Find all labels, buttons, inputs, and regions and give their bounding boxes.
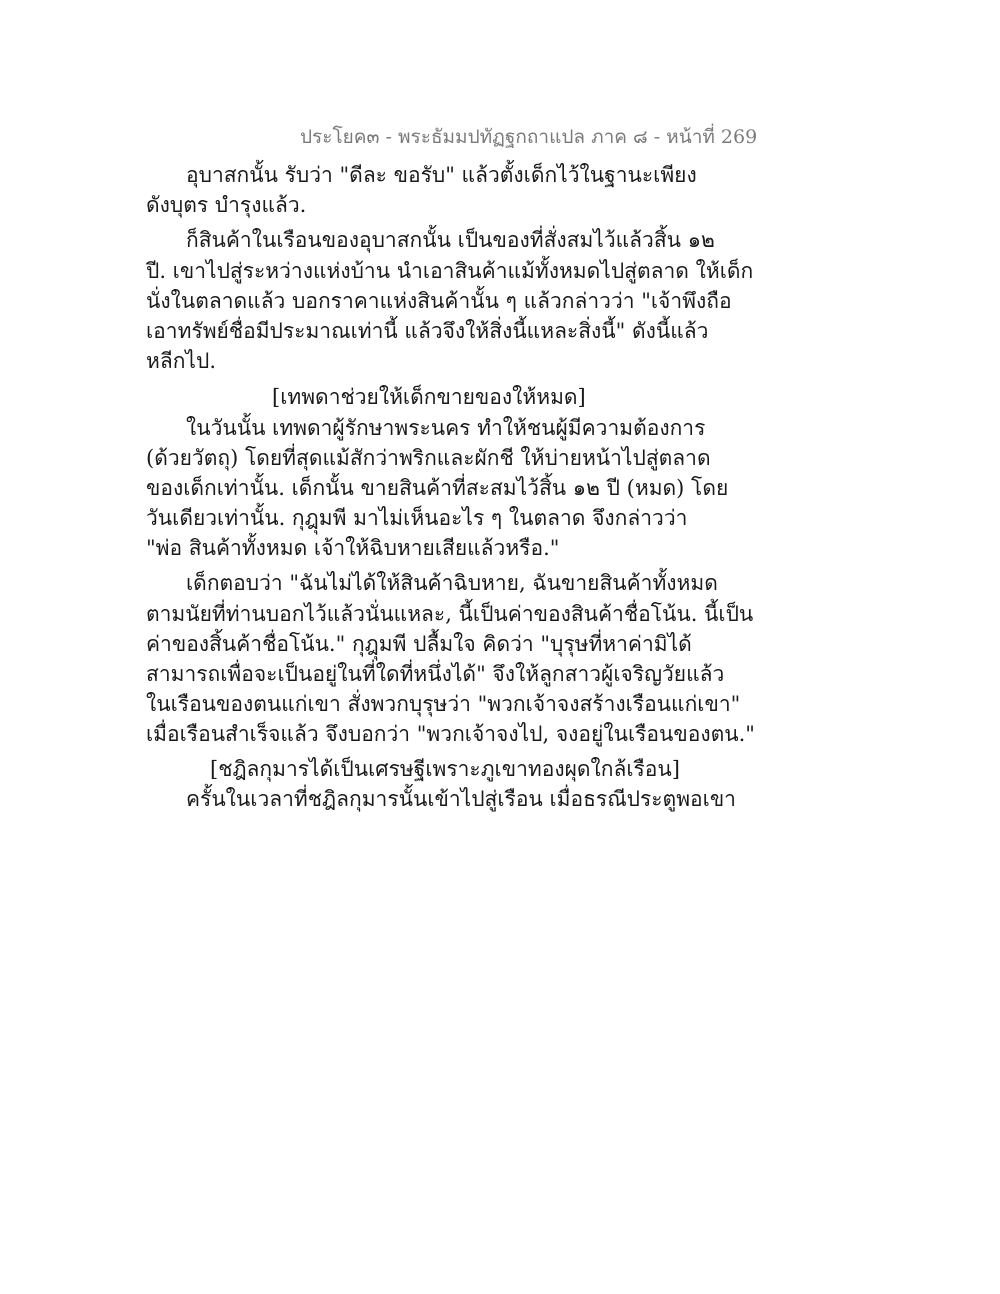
- text-line: อุบาสกนั้น รับว่า "ดีละ ขอรับ" แล้วตั้งเด็กไว้ในฐานะเพียง: [186, 163, 697, 187]
- text-line: ดังบุตร บำรุงแล้ว.: [146, 193, 307, 218]
- text-line: ปี. เขาไปสู่ระหว่างแห่งบ้าน นำเอาสินค้าแม้ทั้งหมดไปสู่ตลาด ให้เด็ก: [146, 258, 754, 283]
- page-header: ประโยค๓ - พระธัมมปทัฏฐกถาแปล ภาค ๘ - หน้าที่ 269: [300, 126, 758, 148]
- text-line: นั่งในตลาดแล้ว บอกราคาแห่งสินค้านั้น ๆ แล้วกล่าวว่า "เจ้าพึงถือ: [146, 288, 732, 313]
- text-line: วันเดียวเท่านั้น. กุฎุมพี มาไม่เห็นอะไร ๆ ในตลาด จึงกล่าวว่า: [146, 506, 688, 531]
- paragraph: [146, 413, 729, 564]
- paragraph: [146, 160, 706, 220]
- section-heading: [ชฎิลกุมารได้เป็นเศรษฐีเพราะภูเขาทองผุดใกล้เรือน]: [210, 756, 680, 781]
- text-line: "พ่อ สินค้าทั้งหมด เจ้าให้ฉิบหายเสียแล้วหรือ.": [146, 536, 560, 561]
- text-line: ของเด็กเท่านั้น. เด็กนั้น ขายสินค้าที่สะสมไว้สิ้น ๑๒ ปี (หมด) โดย: [146, 475, 729, 500]
- text-line: ค่าของสิ้นค้าชื่อโน้น." กุฎุมพี ปลื้มใจ คิดว่า "บุรุษที่หาค่ามิได้: [146, 631, 692, 656]
- text-line: สามารถเพื่อจะเป็นอยู่ในที่ใดที่หนึ่งได้" จึงให้ลูกสาวผู้เจริญวัยแล้ว: [146, 662, 725, 686]
- text-line: ในวันนั้น เทพดาผู้รักษาพระนคร ทำให้ชนผู้มีความต้องการ: [186, 415, 706, 440]
- text-line: ก็สินค้าในเรือนของอุบาสกนั้น เป็นของที่สั่งสมไว้แล้วสิ้น ๑๒: [186, 228, 715, 253]
- paragraph: [146, 568, 755, 749]
- section-heading: [เทพดาช่วยให้เด็กขายของให้หมด]: [272, 385, 586, 410]
- paragraph: [146, 225, 754, 376]
- text-line: หลีกไป.: [146, 349, 216, 374]
- body-text: [146, 160, 755, 814]
- text-line: เมื่อเรือนสำเร็จแล้ว จึงบอกว่า "พวกเจ้าจงไป, จงอยู่ในเรือนของตน.": [146, 722, 755, 747]
- text-line: เอาทรัพย์ชื่อมีประมาณเท่านี้ แล้วจึงให้สิ่งนี้แหละสิ่งนี้" ดังนี้แล้ว: [146, 318, 709, 343]
- text-line: ในเรือนของตนแก่เขา สั่งพวกบุรุษว่า "พวกเจ้าจงสร้างเรือนแก่เขา": [146, 692, 741, 717]
- text-line: ตามนัยที่ท่านบอกไว้แล้วนั่นแหละ, นี้เป็นค่าของสินค้าชื่อโน้น. นี้เป็น: [146, 601, 754, 626]
- text-line: (ด้วยวัตถุ) โดยที่สุดแม้สักว่าพริกและผักชี ให้บ่ายหน้าไปสู่ตลาด: [146, 445, 711, 470]
- text-line: เด็กตอบว่า "ฉันไม่ได้ให้สินค้าฉิบหาย, ฉันขายสินค้าทั้งหมด: [186, 571, 718, 596]
- text-line: ครั้นในเวลาที่ชฎิลกุมารนั้นเข้าไปสู่เรือน เมื่อธรณีประตูพอเขา: [186, 786, 736, 811]
- paragraph: [146, 784, 736, 814]
